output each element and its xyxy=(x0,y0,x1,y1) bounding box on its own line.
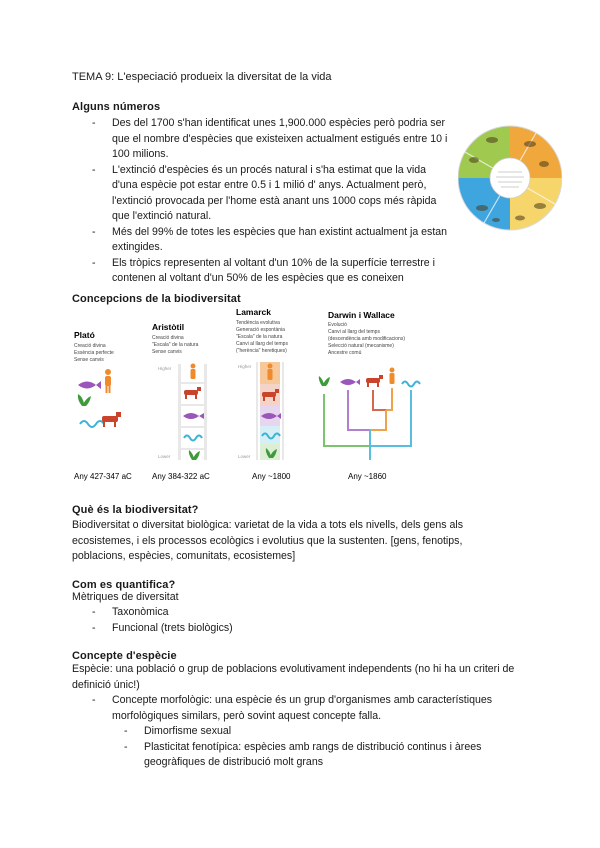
darwin-line: (descendència amb modificacions) xyxy=(328,336,405,342)
lamarck-line: ("herència" heretiques) xyxy=(236,348,287,354)
plato-year: Any 427-347 aC xyxy=(74,472,132,481)
plato-line: Essència perfecte xyxy=(74,350,114,356)
lamarck-ladder xyxy=(238,362,284,460)
darwin-line: Canvi al llarg del temps xyxy=(328,329,380,335)
human-icon xyxy=(105,369,111,393)
scale-top-label: Higher xyxy=(158,366,172,371)
human-icon xyxy=(268,364,273,381)
plant-icon xyxy=(319,376,330,386)
mammal-icon xyxy=(184,387,201,399)
scale-bottom-label: Lower xyxy=(158,454,171,459)
human-icon xyxy=(191,364,196,380)
fish-icon xyxy=(340,379,360,385)
fish-icon xyxy=(183,413,204,419)
lamarck-name: Lamarck xyxy=(236,307,271,317)
darwin-line: Evolució xyxy=(328,322,347,328)
worm-icon xyxy=(402,382,420,387)
plato-organisms xyxy=(78,369,121,427)
scale-top-label: Higher xyxy=(238,364,252,369)
mammal-icon xyxy=(102,412,121,427)
aristotil-name: Aristòtil xyxy=(152,322,185,332)
lamarck-line: Tendència evolutiva xyxy=(236,320,280,326)
heading-que-es-biodiversitat: Què és la biodiversitat? xyxy=(72,504,199,516)
lamarck-line: Canvi al llarg del temps xyxy=(236,341,288,347)
worm-icon xyxy=(80,421,104,427)
document-title: TEMA 9: L'especiació produeix la diversitat de la vida xyxy=(72,71,332,83)
darwin-tree xyxy=(319,368,420,461)
especie-definition: Espècie: una població o grup de poblacions evolutivament independents (no hi ha un criteri de definició únic!) xyxy=(72,663,515,691)
heading-concepcions: Concepcions de la biodiversitat xyxy=(72,293,241,305)
aristotil-line: Sense canvis xyxy=(152,349,182,355)
scale-bottom-label: Lower xyxy=(238,454,251,459)
biodiversitat-definition: Biodiversitat o diversitat biològica: varietat de la vida a tots els nivells, dels gens als ecosistemes, i els processos ecològics i evolutius que la sustenten. [gens, fenotips, poblacions, espècies, comunitats, ecosistemes] xyxy=(72,519,463,562)
quantifica-intro: Mètriques de diversitat xyxy=(72,591,179,603)
list-item: - Concepte morfològic: una espècie és un grup d'organismes amb característiques morfològiques similars, però sovint aquest concepte falla. xyxy=(92,693,512,724)
list-item: - Més del 99% de totes les espècies que han existint actualment ja estan extingides. xyxy=(92,225,452,256)
mammal-icon xyxy=(366,375,383,387)
darwin-name: Darwin i Wallace xyxy=(328,310,395,320)
plato-name: Plató xyxy=(74,330,95,340)
heading-com-es-quantifica: Com es quantifica? xyxy=(72,579,176,591)
darwin-line: Ancestre comú xyxy=(328,350,362,356)
lamarck-line: "Escala" de la natura xyxy=(236,334,283,340)
aristotil-year: Any 384-322 aC xyxy=(152,472,210,481)
lamarck-year: Any ~1800 xyxy=(252,472,291,481)
human-icon xyxy=(390,368,395,385)
list-item: - Funcional (trets biològics) xyxy=(92,621,472,637)
concepcions-figure xyxy=(72,306,452,488)
aristotil-line: "Escala" de la natura xyxy=(152,342,199,348)
list-item: - Plasticitat fenotípica: espècies amb rangs de distribució continus i àrees geogràfiques de distribució molt grans xyxy=(124,740,514,771)
darwin-year: Any ~1860 xyxy=(348,472,387,481)
plato-line: Creació divina xyxy=(74,343,106,349)
heading-concepte-especie: Concepte d'espècie xyxy=(72,650,177,662)
quantifica-list xyxy=(92,605,472,636)
list-item: - L'extinció d'espècies és un procés natural i s'ha estimat que la vida d'una espècie pot estar entre 0.5 i 1 milió d' anys. Actualment però, l'extinció provocada per l'home està anant uns 1000 cops més ràpida que l'extinció natural. xyxy=(92,163,452,225)
especie-list xyxy=(92,693,512,724)
plant-icon xyxy=(78,394,91,406)
fish-icon xyxy=(78,381,101,389)
plant-icon xyxy=(189,450,200,460)
aristotil-line: Creació divina xyxy=(152,335,184,341)
circle-center xyxy=(490,158,530,198)
heading-alguns-numeros: Alguns números xyxy=(72,101,161,113)
numbers-list xyxy=(92,116,452,287)
especie-sublist xyxy=(124,724,514,771)
darwin-line: Selecció natural (mecanisme) xyxy=(328,343,394,349)
plato-line: Sense canvis xyxy=(74,357,104,363)
aristotil-ladder xyxy=(158,364,207,461)
lamarck-line: Generació espontània xyxy=(236,327,285,333)
worm-icon xyxy=(184,436,202,441)
biodiversity-circle-figure xyxy=(458,116,562,240)
list-item: - Dimorfisme sexual xyxy=(124,724,514,740)
list-item: - Des del 1700 s'han identificat unes 1,900.000 espècies però podria ser que el nombre d'espècies que existeixen actualment estigués entre 10 i 100 milions. xyxy=(92,116,452,163)
list-item: - Els tròpics representen al voltant d'un 10% de la superfície terrestre i contenen al voltant d'un 50% de les espècies que es coneixen xyxy=(92,256,452,287)
list-item: - Taxonòmica xyxy=(92,605,472,621)
